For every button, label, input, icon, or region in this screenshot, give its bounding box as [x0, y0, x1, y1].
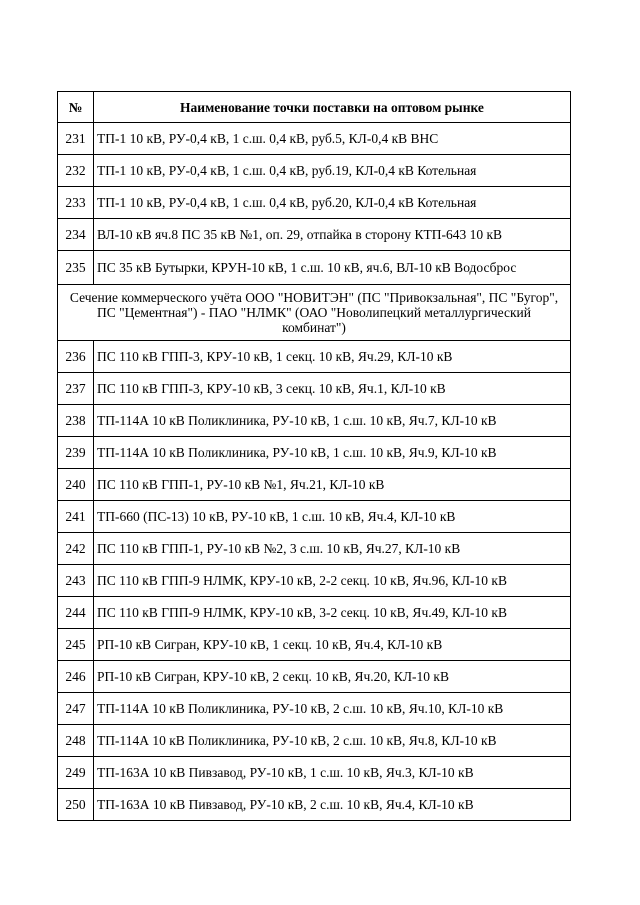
delivery-point-name: ТП-114А 10 кВ Поликлиника, РУ-10 кВ, 2 с.ш. 10 кВ, Яч.10, КЛ-10 кВ — [94, 693, 571, 725]
table-row — [58, 501, 571, 533]
delivery-point-name: ТП-163А 10 кВ Пивзавод, РУ-10 кВ, 2 с.ш. 10 кВ, Яч.4, КЛ-10 кВ — [94, 789, 571, 821]
delivery-point-name: ТП-163А 10 кВ Пивзавод, РУ-10 кВ, 1 с.ш. 10 кВ, Яч.3, КЛ-10 кВ — [94, 757, 571, 789]
delivery-point-name: ВЛ-10 кВ яч.8 ПС 35 кВ №1, оп. 29, отпайка в сторону КТП-643 10 кВ — [94, 219, 571, 251]
row-number: 245 — [58, 629, 94, 661]
table-row — [58, 725, 571, 757]
delivery-point-name: ПС 110 кВ ГПП-9 НЛМК, КРУ-10 кВ, 3-2 секц. 10 кВ, Яч.49, КЛ-10 кВ — [94, 597, 571, 629]
delivery-point-name: ТП-1 10 кВ, РУ-0,4 кВ, 1 с.ш. 0,4 кВ, руб.5, КЛ-0,4 кВ ВНС — [94, 123, 571, 155]
row-number: 250 — [58, 789, 94, 821]
section-title: Сечение коммерческого учёта ООО "НОВИТЭН" (ПС "Привокзальная", ПС "Бугор", ПС "Цементная") - ПАО "НЛМК" (ОАО "Новолипецкий металлургический комбинат") — [58, 285, 571, 341]
delivery-point-name: ТП-114А 10 кВ Поликлиника, РУ-10 кВ, 1 с.ш. 10 кВ, Яч.9, КЛ-10 кВ — [94, 437, 571, 469]
table-row — [58, 597, 571, 629]
delivery-point-name: ТП-1 10 кВ, РУ-0,4 кВ, 1 с.ш. 0,4 кВ, руб.20, КЛ-0,4 кВ Котельная — [94, 187, 571, 219]
delivery-point-name: ПС 35 кВ Бутырки, КРУН-10 кВ, 1 с.ш. 10 кВ, яч.6, ВЛ-10 кВ Водосброс — [94, 251, 571, 285]
row-number: 233 — [58, 187, 94, 219]
table-row — [58, 123, 571, 155]
table-row — [58, 437, 571, 469]
delivery-point-name: ТП-1 10 кВ, РУ-0,4 кВ, 1 с.ш. 0,4 кВ, руб.19, КЛ-0,4 кВ Котельная — [94, 155, 571, 187]
row-number: 239 — [58, 437, 94, 469]
table-row — [58, 629, 571, 661]
table-row — [58, 565, 571, 597]
table-row — [58, 373, 571, 405]
table-row — [58, 251, 571, 285]
column-header-number: № — [58, 92, 94, 123]
table-row — [58, 757, 571, 789]
table-row — [58, 155, 571, 187]
table-row — [58, 405, 571, 437]
row-number: 240 — [58, 469, 94, 501]
table-row — [58, 341, 571, 373]
row-number: 246 — [58, 661, 94, 693]
table-row — [58, 693, 571, 725]
delivery-point-name: ПС 110 кВ ГПП-3, КРУ-10 кВ, 3 секц. 10 кВ, Яч.1, КЛ-10 кВ — [94, 373, 571, 405]
delivery-points-table — [57, 91, 571, 821]
delivery-point-name: ТП-114А 10 кВ Поликлиника, РУ-10 кВ, 2 с.ш. 10 кВ, Яч.8, КЛ-10 кВ — [94, 725, 571, 757]
table-row — [58, 469, 571, 501]
delivery-point-name: ПС 110 кВ ГПП-1, РУ-10 кВ №1, Яч.21, КЛ-10 кВ — [94, 469, 571, 501]
row-number: 244 — [58, 597, 94, 629]
table-row — [58, 661, 571, 693]
row-number: 237 — [58, 373, 94, 405]
delivery-point-name: РП-10 кВ Сигран, КРУ-10 кВ, 2 секц. 10 кВ, Яч.20, КЛ-10 кВ — [94, 661, 571, 693]
table-header-row — [58, 92, 571, 123]
row-number: 242 — [58, 533, 94, 565]
row-number: 236 — [58, 341, 94, 373]
table-row — [58, 219, 571, 251]
row-number: 248 — [58, 725, 94, 757]
section-row — [58, 285, 571, 341]
row-number: 235 — [58, 251, 94, 285]
row-number: 234 — [58, 219, 94, 251]
row-number: 243 — [58, 565, 94, 597]
table-row — [58, 789, 571, 821]
row-number: 249 — [58, 757, 94, 789]
row-number: 232 — [58, 155, 94, 187]
row-number: 241 — [58, 501, 94, 533]
column-header-name: Наименование точки поставки на оптовом рынке — [94, 92, 571, 123]
delivery-point-name: ТП-114А 10 кВ Поликлиника, РУ-10 кВ, 1 с.ш. 10 кВ, Яч.7, КЛ-10 кВ — [94, 405, 571, 437]
delivery-point-name: ТП-660 (ПС-13) 10 кВ, РУ-10 кВ, 1 с.ш. 10 кВ, Яч.4, КЛ-10 кВ — [94, 501, 571, 533]
delivery-point-name: ПС 110 кВ ГПП-1, РУ-10 кВ №2, 3 с.ш. 10 кВ, Яч.27, КЛ-10 кВ — [94, 533, 571, 565]
row-number: 247 — [58, 693, 94, 725]
delivery-point-name: ПС 110 кВ ГПП-9 НЛМК, КРУ-10 кВ, 2-2 секц. 10 кВ, Яч.96, КЛ-10 кВ — [94, 565, 571, 597]
table-row — [58, 533, 571, 565]
table-row — [58, 187, 571, 219]
delivery-point-name: ПС 110 кВ ГПП-3, КРУ-10 кВ, 1 секц. 10 кВ, Яч.29, КЛ-10 кВ — [94, 341, 571, 373]
row-number: 238 — [58, 405, 94, 437]
row-number: 231 — [58, 123, 94, 155]
delivery-point-name: РП-10 кВ Сигран, КРУ-10 кВ, 1 секц. 10 кВ, Яч.4, КЛ-10 кВ — [94, 629, 571, 661]
